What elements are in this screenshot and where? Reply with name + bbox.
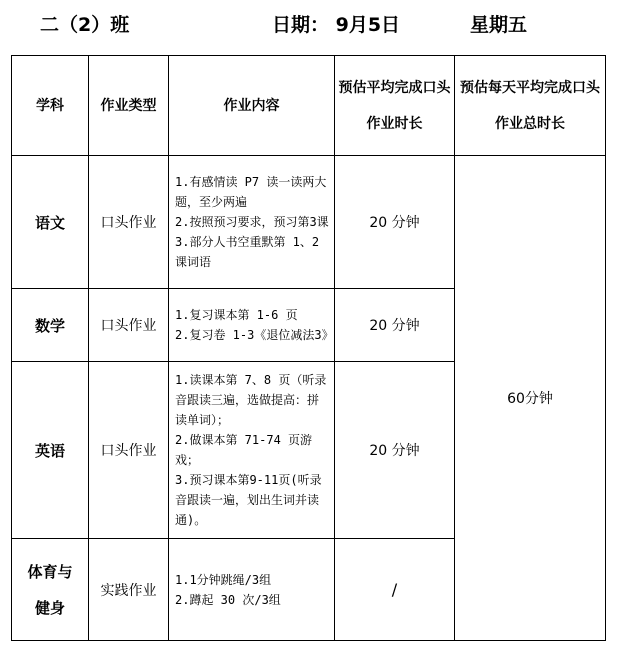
type-cell: 口头作业 — [89, 362, 169, 539]
time-cell: 20 分钟 — [335, 362, 455, 539]
subject-cell — [12, 539, 89, 641]
type-cell: 口头作业 — [89, 156, 169, 289]
daily-total-cell: 60分钟 — [455, 156, 606, 641]
content-cell — [169, 156, 335, 289]
subject-cell: 英语 — [12, 362, 89, 539]
content-item: 2.做课本第 71-74 页游戏； — [175, 433, 313, 467]
page-header — [0, 10, 618, 40]
subject-line: 体育与 — [27, 562, 73, 581]
table-header-row — [12, 56, 606, 156]
content-item: 2.蹲起 30 次/3组 — [175, 592, 281, 607]
content-item: 2.复习卷 1-3《退位减法3》 — [175, 328, 334, 342]
subject-cell: 语文 — [12, 156, 89, 289]
content-cell — [169, 289, 335, 362]
content-item: 3.部分人书空重默第 1、2 课词语 — [175, 235, 320, 269]
class-name: 二（2）班 — [40, 14, 130, 36]
content-item: 1.读课本第 7、8 页（听录音跟读三遍，选做提高：拼读单词）； — [175, 373, 327, 427]
weekday-label: 星期五 — [470, 14, 528, 36]
content-item: 1.有感情读 P7 读一读两大题，至少两遍 — [175, 175, 327, 209]
subject-cell: 数学 — [12, 289, 89, 362]
column-header-avg-time: 预估平均完成口头作业时长 — [335, 56, 455, 156]
content-cell — [169, 362, 335, 539]
homework-table — [11, 55, 606, 641]
column-header-content: 作业内容 — [169, 56, 335, 156]
content-item: 1.1分钟跳绳/3组 — [175, 572, 272, 587]
type-cell: 实践作业 — [89, 539, 169, 641]
content-item: 2.按照预习要求，预习第3课 — [175, 215, 329, 229]
type-cell: 口头作业 — [89, 289, 169, 362]
time-cell: 20 分钟 — [335, 289, 455, 362]
column-header-daily-total: 预估每天平均完成口头作业总时长 — [455, 56, 606, 156]
content-item: 1.复习课本第 1-6 页 — [175, 308, 298, 322]
content-cell — [169, 539, 335, 641]
time-cell: / — [335, 539, 455, 641]
column-header-type: 作业类型 — [89, 56, 169, 156]
time-cell: 20 分钟 — [335, 156, 455, 289]
content-item: 3.预习课本第9-11页(听录音跟读一遍，划出生词并读通)。 — [175, 473, 322, 527]
date-label: 日期： 9月5日 — [272, 14, 401, 36]
table-row — [12, 156, 606, 289]
column-header-subject: 学科 — [12, 56, 89, 156]
subject-line: 健身 — [34, 598, 65, 617]
